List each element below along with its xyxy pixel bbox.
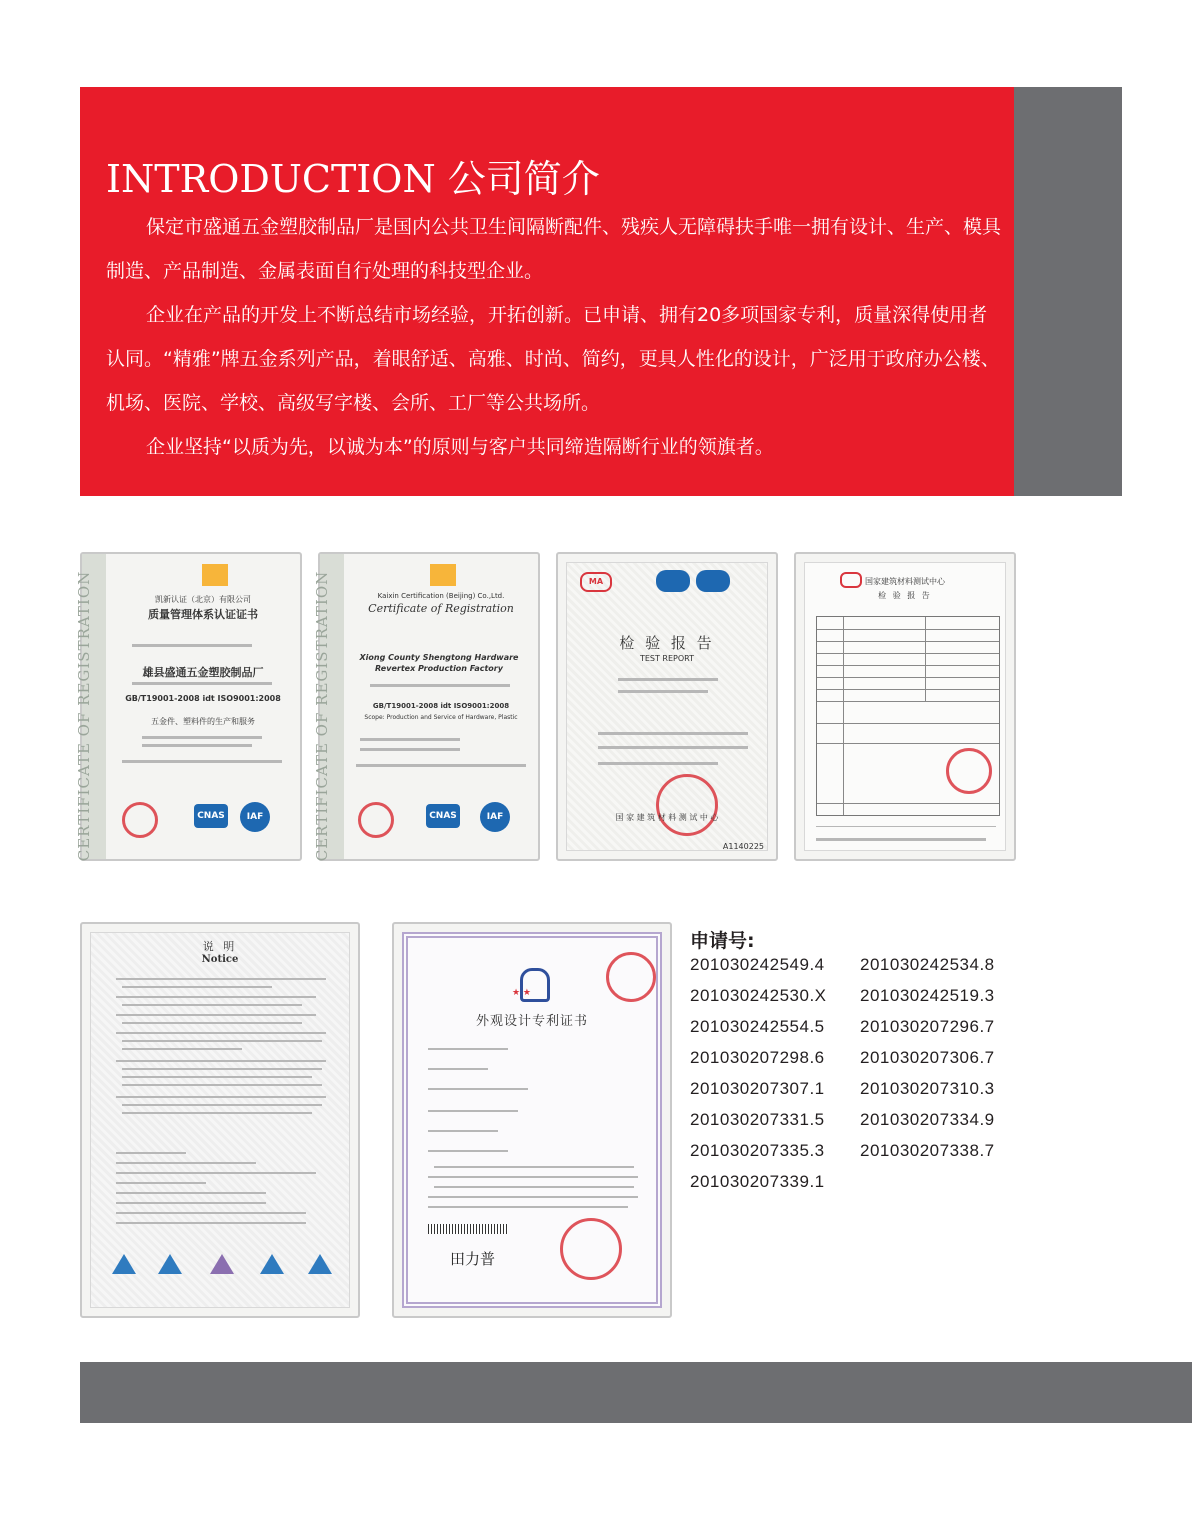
report-center-name: 国 家 建 筑 材 料 测 试 中 心 <box>615 813 719 822</box>
cert-standard: GB/T19001-2008 idt ISO9001:2008 <box>372 702 510 710</box>
bottom-gray-bar <box>80 1362 1192 1423</box>
patent-number: 201030242554.5 <box>690 1017 825 1036</box>
cert-side-text: CERTIFICATE OF REGISTRATION <box>313 570 331 861</box>
patent-number: 201030207298.6 <box>690 1048 825 1067</box>
patent-number: 201030207296.7 <box>860 1017 995 1036</box>
patent-number: 201030242549.4 <box>690 955 825 974</box>
cnas-logo-icon <box>696 570 730 592</box>
notice-title: 说 明 <box>202 940 238 953</box>
cert-company: 雄县盛通五金塑胶制品厂 <box>142 666 264 679</box>
report-header: 国家建筑材料测试中心 <box>865 577 945 586</box>
fine-text-line <box>816 838 986 841</box>
fine-text-line <box>360 738 460 741</box>
cert-side-band <box>313 554 344 861</box>
patent-number: 201030207339.1 <box>690 1172 825 1191</box>
gray-side-strip <box>1014 87 1122 496</box>
patent-number: 201030242530.X <box>690 986 827 1005</box>
notice-page <box>80 922 360 1318</box>
test-report-table <box>794 552 1016 861</box>
kaixin-logo <box>430 564 456 586</box>
patent-number-label: 申请号: <box>690 930 755 952</box>
cert-company: Xiong County Shengtong Hardware Revertex Production Factory <box>359 653 519 673</box>
patent-number: 201030207334.9 <box>860 1110 995 1129</box>
report-title: 检 验 报 告 <box>878 591 932 600</box>
cert-standard: GB/T19001-2008 idt ISO9001:2008 <box>125 694 281 703</box>
patent-number: 201030207310.3 <box>860 1079 995 1098</box>
fine-text-line <box>598 762 718 765</box>
cert-org: Kaixin Certification (Beijing) Co.,Ltd. <box>377 592 505 600</box>
iaf-logo-icon: IAF <box>480 802 510 832</box>
barcode <box>428 1224 508 1234</box>
fine-text-line <box>132 682 272 685</box>
cert-side-band <box>75 554 106 861</box>
red-seal-icon <box>358 802 394 838</box>
fine-text-line <box>598 732 748 735</box>
fine-text-line <box>618 678 718 681</box>
iaf-logo-icon: IAF <box>240 802 270 832</box>
fine-text-line <box>360 748 460 751</box>
report-serial: A1140225 <box>722 842 764 851</box>
intro-title: INTRODUCTION 公司简介 <box>106 157 600 201</box>
intro-paragraph-1: 保定市盛通五金塑胶制品厂是国内公共卫生间隔断配件、残疾人无障碍扶手唯一拥有设计、生产、模具制造、产品制造、金属表面自行处理的科技型企业。 <box>106 216 1002 282</box>
cert-scope: 五金件、塑料件的生产和服务 <box>151 717 255 726</box>
fine-text-line <box>816 826 996 827</box>
patent-title: 外观设计专利证书 <box>475 1014 588 1029</box>
fine-text-line <box>122 760 282 763</box>
cert-title: 质量管理体系认证证书 <box>148 608 258 621</box>
patent-number: 201030242519.3 <box>860 986 995 1005</box>
accreditation-logo-icon <box>210 1254 234 1274</box>
cert-scope: Scope: Production and Service of Hardware, Plastic <box>364 714 518 721</box>
director-signature: 田力普 <box>450 1250 496 1268</box>
quality-cert-chinese <box>75 552 302 861</box>
notice-subtitle: Notice <box>201 954 239 965</box>
intro-paragraph-2: 企业在产品的开发上不断总结市场经验，开拓创新。已申请、拥有20多项国家专利，质量深得使用者认同。“精雅”牌五金系列产品，着眼舒适、高雅、时尚、简约，更具人性化的设计，广泛用于政府办公楼、机场、医院、学校、高级写字楼、会所、工厂等公共场所。 <box>106 304 1000 414</box>
fine-text-line <box>132 644 252 647</box>
patent-number: 201030207307.1 <box>690 1079 825 1098</box>
patent-number: 201030207335.3 <box>690 1141 825 1160</box>
patent-number: 201030242534.8 <box>860 955 995 974</box>
fine-text-line <box>142 744 252 747</box>
cert-side-text: CERTIFICATE OF REGISTRATION <box>75 570 93 861</box>
red-seal-icon <box>606 952 656 1002</box>
fine-text-line <box>370 684 510 687</box>
quality-cert-english <box>313 552 540 861</box>
red-seal-icon <box>656 774 718 836</box>
accreditation-logo-icon <box>112 1254 136 1274</box>
ilac-mra-logo-icon <box>656 570 690 592</box>
fine-text-line <box>142 736 262 739</box>
fine-text-line <box>598 746 748 749</box>
test-report-cover: MA 检 验 报 告 TEST REPORT 国 家 建 筑 材 料 测 试 中 心 A1140225 <box>556 552 778 861</box>
cert-title: Certificate of Registration <box>368 602 514 615</box>
fine-text-line <box>356 764 526 767</box>
intro-paragraph-3: 企业坚持“以质为先，以诚为本”的原则与客户共同缔造隔断行业的领旗者。 <box>146 436 774 458</box>
fine-text-line <box>618 690 708 693</box>
accreditation-logo-icon <box>260 1254 284 1274</box>
cnas-logo-icon: CNAS <box>426 804 460 828</box>
patent-number: 201030207306.7 <box>860 1048 995 1067</box>
red-seal-icon <box>946 748 992 794</box>
accreditation-logo-icon <box>158 1254 182 1274</box>
cert-org: 凯新认证（北京）有限公司 <box>155 595 251 604</box>
report-subtitle: TEST REPORT <box>639 654 695 663</box>
patent-number: 201030207331.5 <box>690 1110 825 1129</box>
accreditation-logo-icon <box>308 1254 332 1274</box>
patent-emblem-icon: ★ ★ <box>512 968 552 998</box>
cnas-logo-icon: CNAS <box>194 804 228 828</box>
report-title: 检 验 报 告 <box>619 634 715 652</box>
design-patent-certificate <box>392 922 672 1318</box>
red-seal-icon <box>560 1218 622 1280</box>
patent-number: 201030207338.7 <box>860 1141 995 1160</box>
kaixin-logo <box>202 564 228 586</box>
red-seal-icon <box>122 802 158 838</box>
